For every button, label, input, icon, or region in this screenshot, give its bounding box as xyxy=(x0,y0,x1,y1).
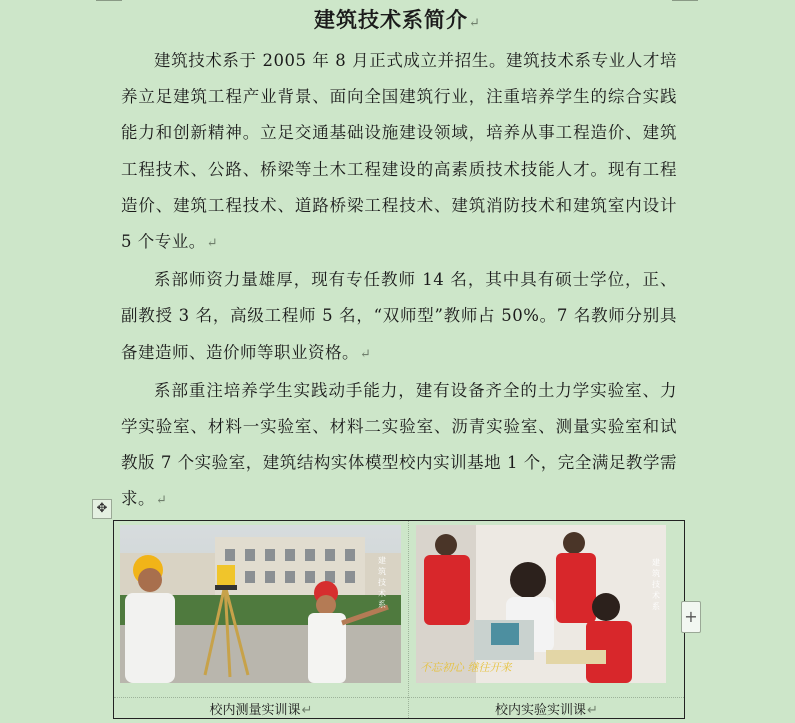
svg-text:建筑技术系: 建筑技术系 xyxy=(378,556,386,609)
paragraph-2[interactable]: 系部师资力量雄厚，现有专任教师 14 名，其中具有硕士学位，正、副教授 3 名，高级工程师 5 名，“双师型”教师占 50%。7 名教师分别具备建造师、造价师等职业资格。↵ xyxy=(121,270,677,362)
caption-lab[interactable]: 校内实验实训课↵ xyxy=(495,703,598,718)
add-column-button[interactable]: + xyxy=(681,601,701,633)
document-body[interactable] xyxy=(121,43,677,520)
document-title[interactable]: 建筑技术系简介↵ xyxy=(314,7,481,32)
table-move-handle-icon[interactable]: ✥ xyxy=(92,499,112,519)
caption-divider xyxy=(114,697,408,698)
svg-text:不忘初心 继往开来: 不忘初心 继往开来 xyxy=(420,661,512,674)
survey-training-photo xyxy=(120,525,401,683)
margin-corner-left xyxy=(96,0,122,1)
svg-text:建筑技术系: 建筑技术系 xyxy=(652,558,660,611)
paragraph-3[interactable]: 系部重注培养学生实践动手能力，建有设备齐全的土力学实验室、力学实验室、材料一实验室、材料二实验室、沥青实验室、测量实验室和试教版 7 个实验室，建筑结构实体模型校内实训基地 1 个，完全满足教学需求。↵ xyxy=(121,380,677,509)
caption-survey[interactable]: 校内测量实训课↵ xyxy=(209,703,313,718)
table-cell-lab[interactable] xyxy=(409,521,684,718)
caption-divider xyxy=(409,697,684,698)
lab-training-photo xyxy=(416,525,666,683)
margin-corner-right xyxy=(672,0,698,1)
paragraph-1[interactable]: 建筑技术系于 2005 年 8 月正式成立并招生。建筑技术系专业人才培养立足建筑工程产业背景、面向全国建筑行业，注重培养学生的综合实践能力和创新精神。立足交通基础设施建设领域，培养从事工程造价、建筑工程技术、公路、桥梁等土木工程建设的高素质技术技能人才。现有工程造价、建筑工程技术、道路桥梁工程技术、建筑消防技术和建筑室内设计 5 个专业。↵ xyxy=(121,51,677,252)
image-table[interactable] xyxy=(113,520,685,719)
table-cell-survey[interactable] xyxy=(114,521,409,718)
